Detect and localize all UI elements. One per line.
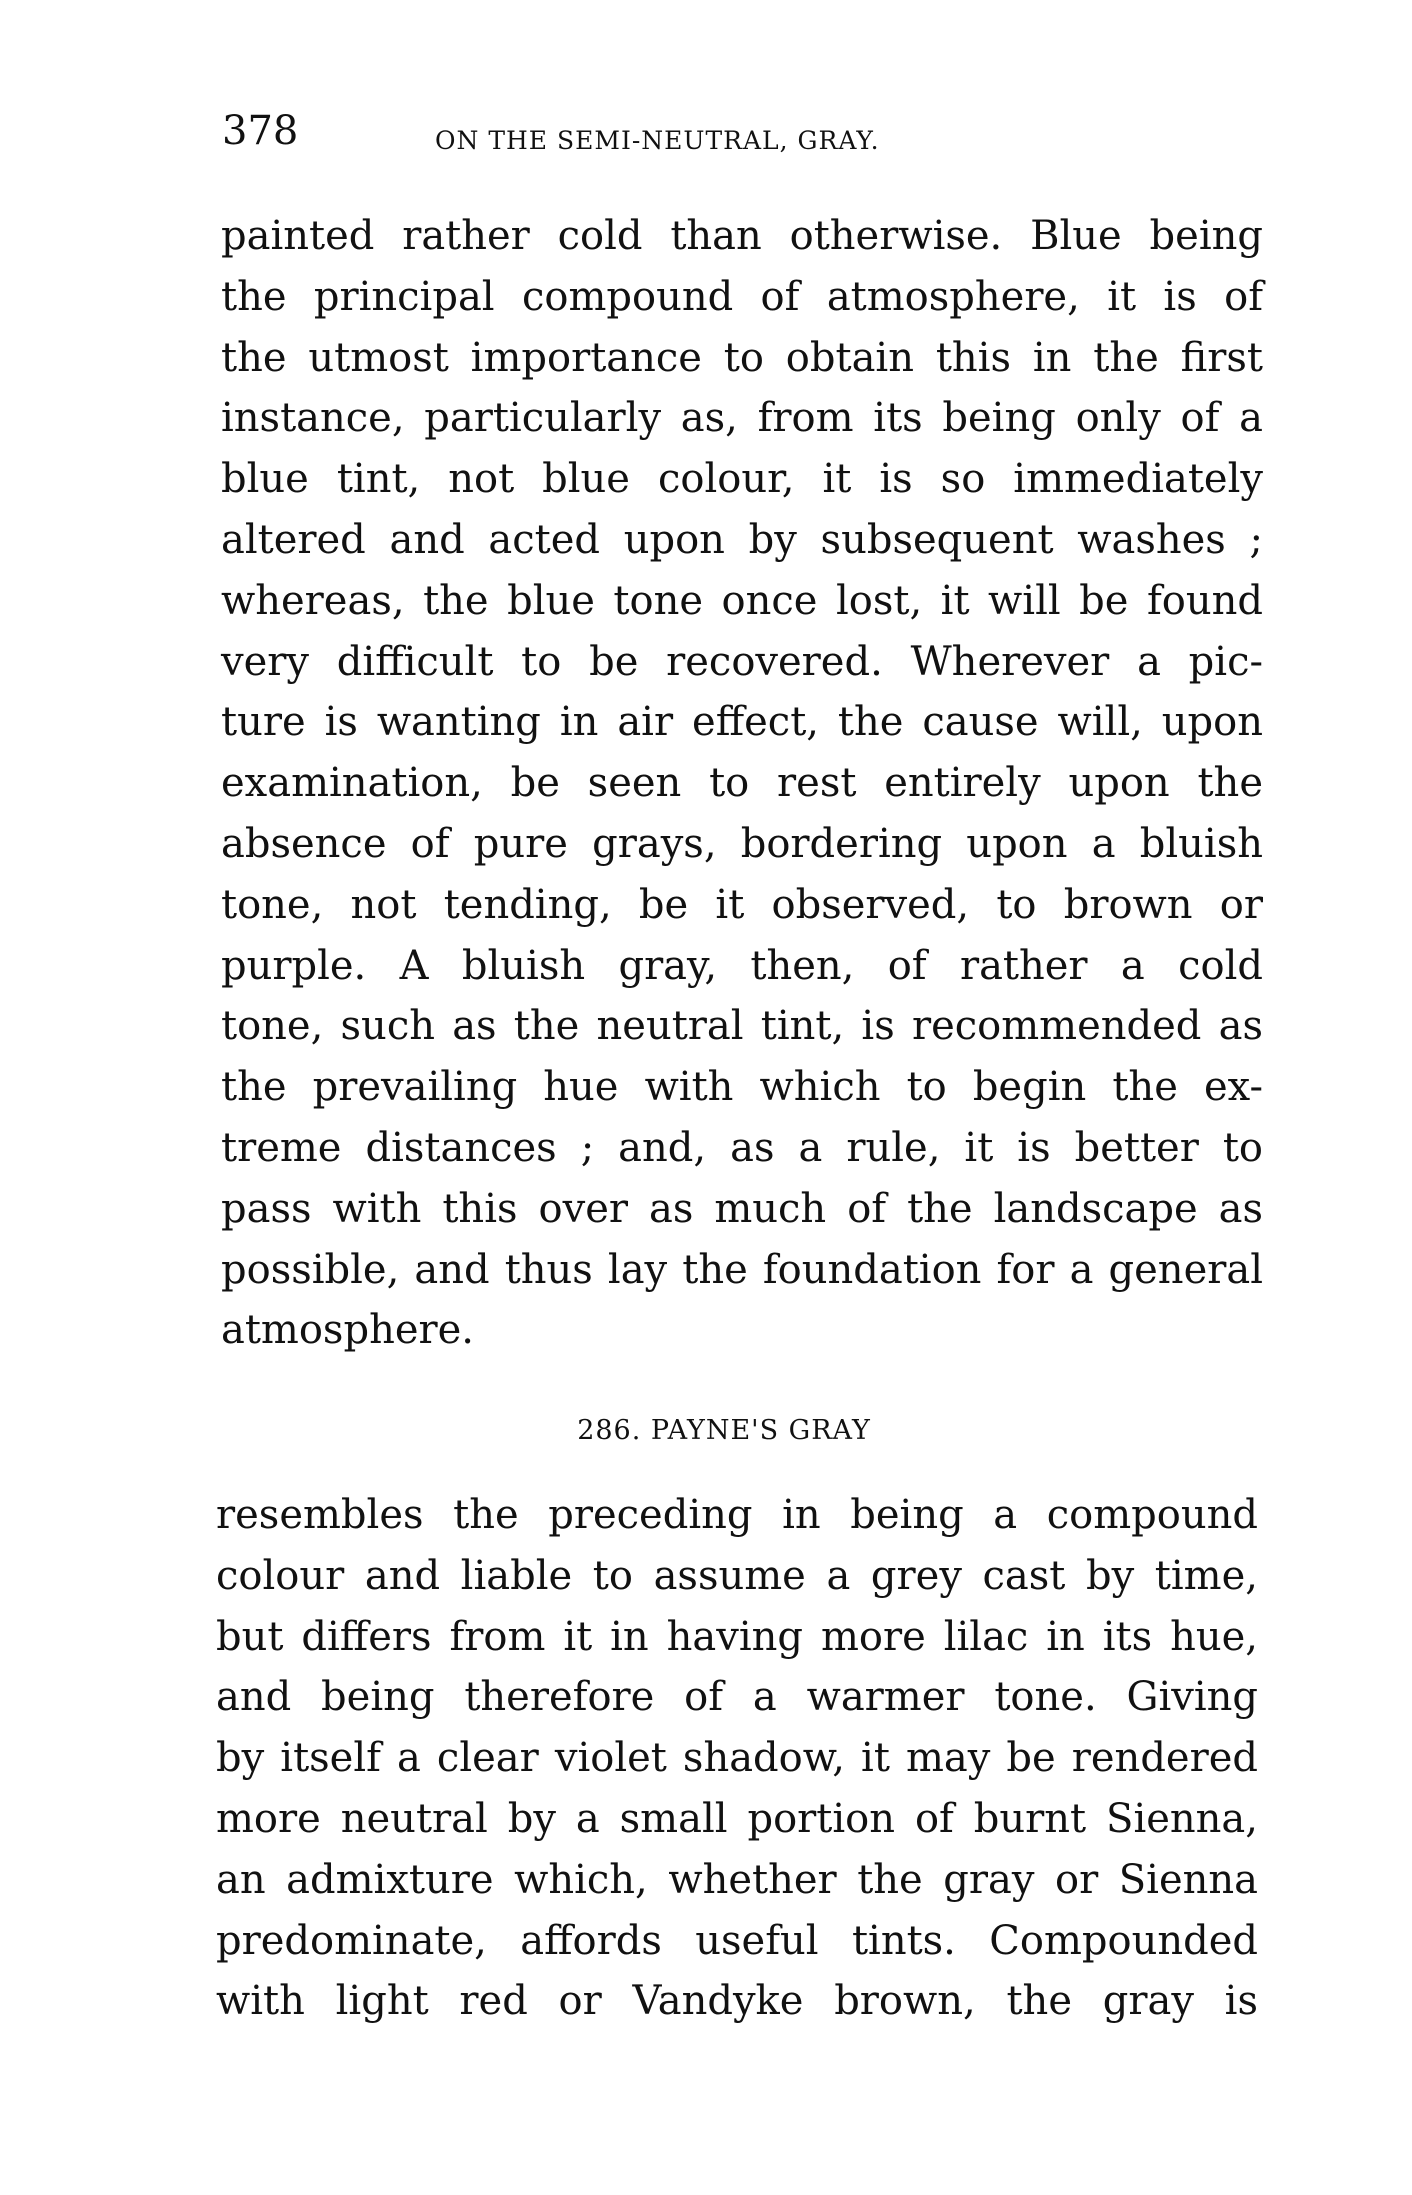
section-heading: 286. PAYNE'S GRAY	[577, 1415, 871, 1446]
text-line: the prevailing hue with which to begin the ex-	[221, 1064, 1263, 1111]
text-line: very difficult to be recovered. Wherever a pic-	[221, 638, 1263, 685]
text-line: instance, particularly as, from its being only of a	[221, 395, 1263, 442]
text-line: predominate, affords useful tints. Compounded	[216, 1917, 1258, 1964]
page-number: 378	[222, 108, 299, 154]
text-line: atmosphere.	[221, 1307, 475, 1354]
text-line: possible, and thus lay the foundation for a general	[221, 1246, 1263, 1293]
text-line: more neutral by a small portion of burnt Sienna,	[216, 1795, 1258, 1842]
text-line: tone, such as the neutral tint, is recommended as	[221, 1003, 1263, 1050]
text-line: examination, be seen to rest entirely upon the	[221, 760, 1263, 807]
text-line: ture is wanting in air effect, the cause will, upon	[221, 699, 1263, 746]
page-header	[222, 108, 1262, 158]
running-title: ON THE SEMI-NEUTRAL, GRAY.	[435, 126, 880, 155]
paragraph-2	[216, 1485, 1258, 2032]
text-line: resembles the preceding in being a compound	[216, 1492, 1258, 1538]
text-line: purple. A bluish gray, then, of rather a cold	[221, 942, 1263, 989]
text-line: pass with this over as much of the landscape as	[221, 1185, 1263, 1232]
text-line: but differs from it in having more lilac in its hue,	[216, 1613, 1258, 1660]
text-line: colour and liable to assume a grey cast by time,	[216, 1552, 1258, 1599]
text-line: absence of pure grays, bordering upon a bluish	[221, 820, 1263, 867]
paragraph-1	[221, 206, 1263, 1361]
text-line: and being therefore of a warmer tone. Giving	[216, 1674, 1258, 1721]
text-line: painted rather cold than otherwise. Blue being	[221, 213, 1263, 259]
text-line: blue tint, not blue colour, it is so immediately	[221, 456, 1263, 503]
text-line: tone, not tending, be it observed, to brown or	[221, 881, 1263, 928]
text-line: the utmost importance to obtain this in the first	[221, 334, 1263, 381]
text-line: treme distances ; and, as a rule, it is better to	[221, 1124, 1263, 1171]
text-line: the principal compound of atmosphere, it is of	[221, 273, 1263, 320]
text-line: with light red or Vandyke brown, the gray is	[216, 1978, 1258, 2025]
text-line: altered and acted upon by subsequent washes ;	[221, 516, 1263, 563]
text-line: by itself a clear violet shadow, it may be rendered	[216, 1735, 1258, 1782]
text-line: an admixture which, whether the gray or Sienna	[216, 1856, 1258, 1903]
text-line: whereas, the blue tone once lost, it will be found	[221, 577, 1263, 624]
